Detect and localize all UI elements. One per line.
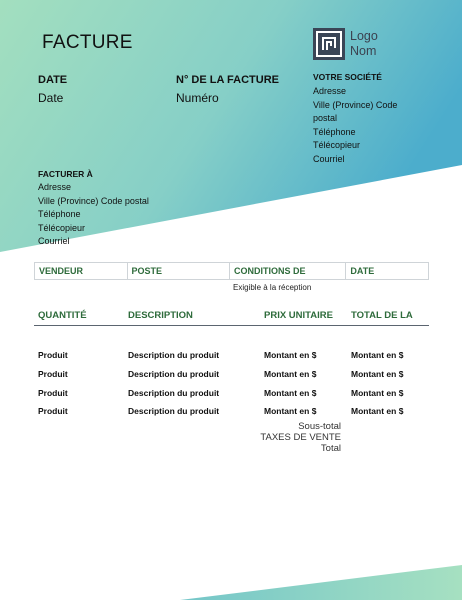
row-description: Description du produit <box>128 369 220 379</box>
date-label: DATE <box>38 74 68 86</box>
due-date-header: DATE <box>350 266 375 276</box>
bill-to-city: Ville (Province) Code postal <box>38 195 149 206</box>
invoice-number-value: Numéro <box>176 91 219 105</box>
subtotal-label: Sous-total <box>298 421 341 432</box>
row-unit-price: Montant en $ <box>264 388 317 398</box>
company-phone: Téléphone <box>313 126 356 137</box>
terms-header: CONDITIONS DE <box>230 263 346 279</box>
quantity-header: QUANTITÉ <box>38 310 87 321</box>
logo-text <box>350 29 378 59</box>
company-address: Adresse <box>313 86 347 96</box>
footer-gradient-band <box>0 560 462 600</box>
row-description: Description du produit <box>128 406 220 416</box>
row-total: Montant en $ <box>351 406 404 416</box>
row-unit-price: Montant en $ <box>264 406 317 416</box>
vendor-header: VENDEUR <box>35 263 128 279</box>
company-email: Courriel <box>313 153 345 164</box>
bill-to-fax: Télécopieur <box>38 222 86 233</box>
position-header: POSTE <box>128 263 230 279</box>
row-total: Montant en $ <box>351 369 404 379</box>
row-description: Description du produit <box>128 350 220 360</box>
total-label: Total <box>320 443 341 454</box>
logo-maze-icon <box>313 28 345 60</box>
company-fax: Télécopieur <box>313 140 361 151</box>
row-quantity: Produit <box>38 350 68 360</box>
table-row <box>0 369 462 381</box>
logo-line-2: Nom <box>350 44 377 58</box>
bill-to-label: FACTURER À <box>38 169 93 179</box>
sales-tax-label: TAXES DE VENTE <box>260 432 341 443</box>
vendor-table <box>34 262 429 280</box>
row-quantity: Produit <box>38 369 68 379</box>
bill-to-block <box>38 169 238 249</box>
company-block <box>313 72 423 167</box>
line-total-header: TOTAL DE LA <box>351 310 413 321</box>
row-total: Montant en $ <box>351 350 404 360</box>
bill-to-email: Courriel <box>38 236 70 247</box>
row-description: Description du produit <box>128 388 220 398</box>
invoice-title: FACTURE <box>42 32 133 53</box>
bill-to-address: Adresse <box>38 182 72 192</box>
logo-line-1: Logo <box>350 29 378 43</box>
invoice-number-label: N° DE LA FACTURE <box>176 74 279 86</box>
company-label: VOTRE SOCIÉTÉ <box>313 72 382 82</box>
row-quantity: Produit <box>38 388 68 398</box>
company-city: Ville (Province) Code postal <box>313 99 398 124</box>
terms-value: Exigible à la réception <box>233 283 312 292</box>
unit-price-header: PRIX UNITAIRE <box>264 310 333 321</box>
row-unit-price: Montant en $ <box>264 369 317 379</box>
table-row <box>0 406 462 418</box>
row-unit-price: Montant en $ <box>264 350 317 360</box>
description-header: DESCRIPTION <box>128 310 193 321</box>
row-total: Montant en $ <box>351 388 404 398</box>
table-row <box>0 388 462 400</box>
table-row <box>0 350 462 362</box>
date-value: Date <box>38 91 64 105</box>
row-quantity: Produit <box>38 406 68 416</box>
items-table-header <box>34 309 429 326</box>
bill-to-phone: Téléphone <box>38 209 81 220</box>
